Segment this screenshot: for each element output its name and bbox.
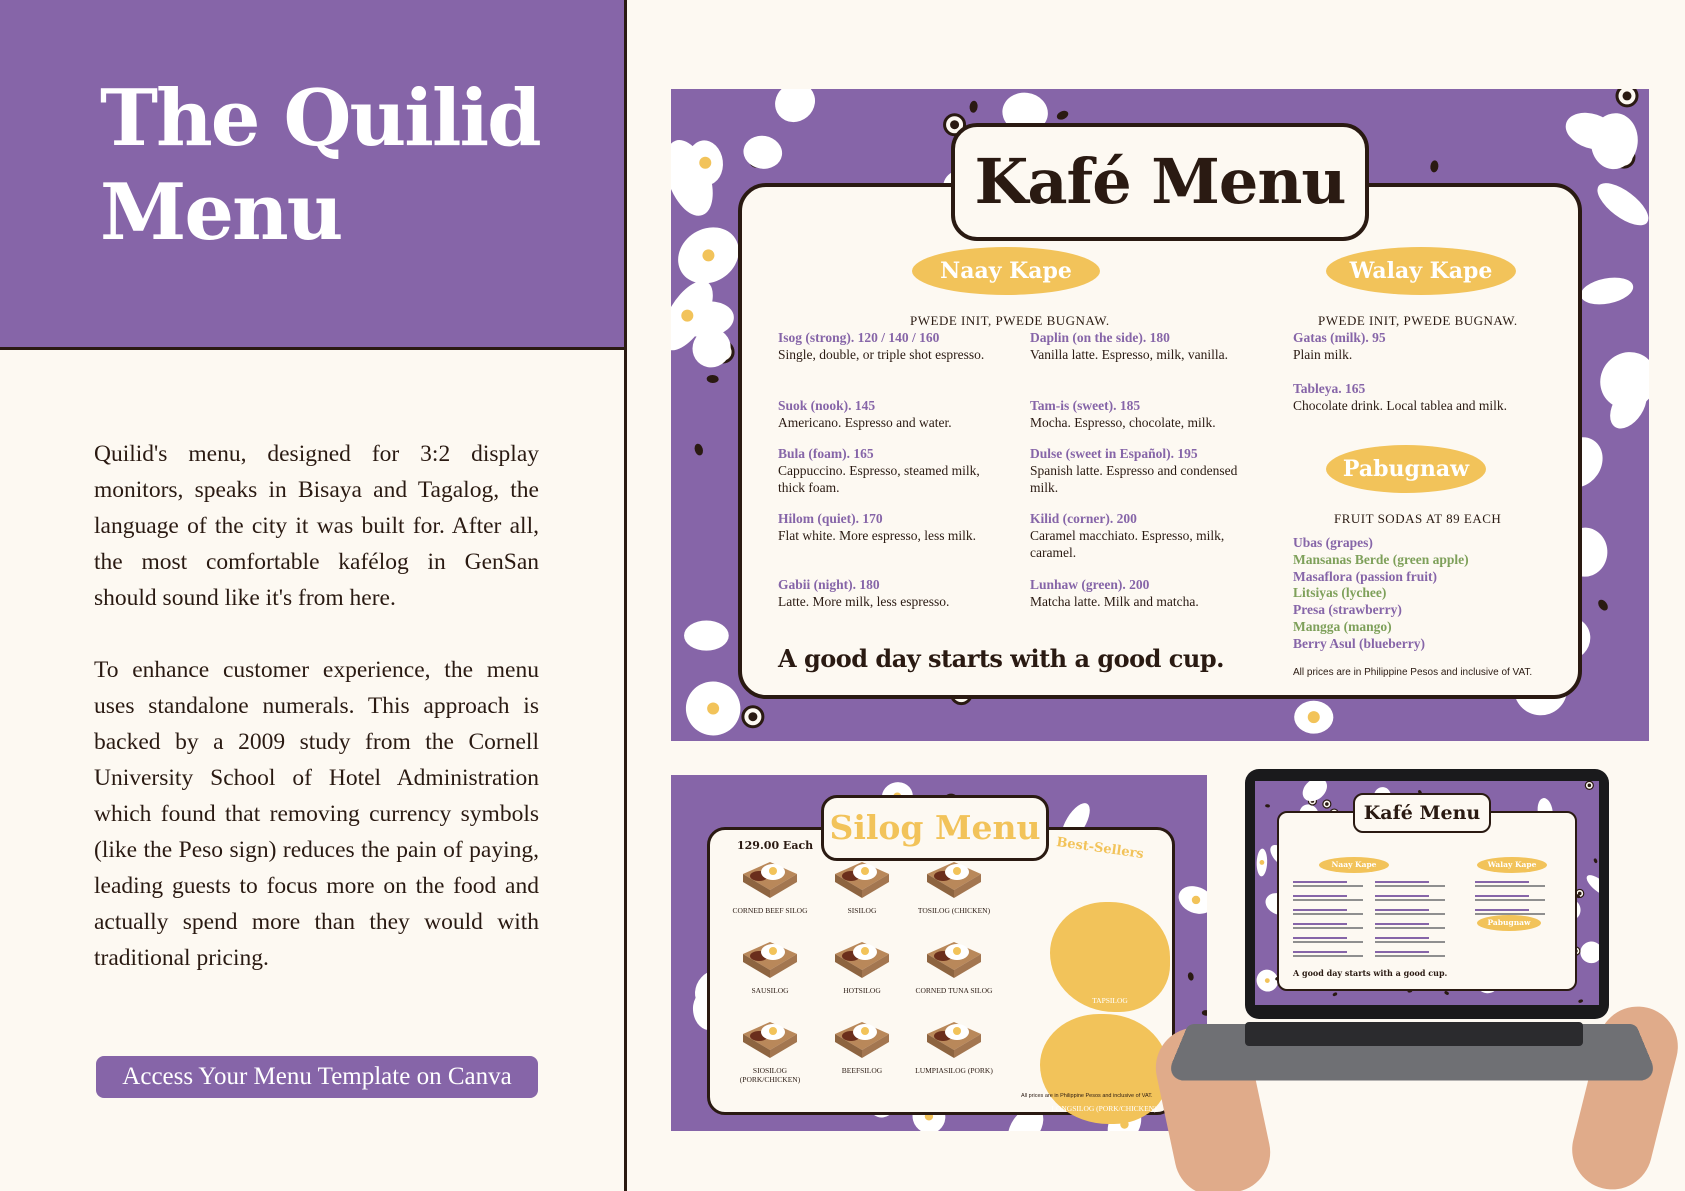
- egg-yolk-shape: [1308, 711, 1320, 723]
- kafe-menu-card: [738, 183, 1582, 699]
- egg-yolk: [769, 867, 777, 875]
- mini-menu-title: Kafé Menu: [1353, 793, 1491, 833]
- food-box-icon: [739, 936, 801, 980]
- silog-dish-name: HOTSILOG: [843, 986, 881, 995]
- menu-item-description: Vanilla latte. Espresso, milk, vanilla.: [1030, 347, 1228, 362]
- mini-text-line: [1375, 885, 1445, 887]
- menu-item: [778, 445, 993, 496]
- menu-item-name: Kilid (corner). 200: [1030, 511, 1137, 526]
- best-sellers-label: Best-Sellers: [1055, 834, 1145, 863]
- egg-yolk: [861, 867, 869, 875]
- mini-text-line: [1375, 895, 1429, 897]
- mini-text-line: [1475, 885, 1545, 887]
- egg-yolk: [861, 1027, 869, 1035]
- soda-item: Ubas (grapes): [1293, 535, 1373, 550]
- silog-dish-name: LUMPIASILOG (PORK): [915, 1066, 993, 1075]
- soda-item: Mangga (mango): [1293, 619, 1392, 634]
- menu-item: [1030, 510, 1245, 561]
- menu-item: [1030, 576, 1245, 610]
- egg-yolk: [769, 1027, 777, 1035]
- silog-dish: [820, 936, 904, 995]
- silog-dish-name: SAUSILOG: [751, 986, 789, 995]
- mini-tagline: A good day starts with a good cup.: [1293, 968, 1448, 978]
- egg-white-shape: [1584, 872, 1599, 900]
- silog-dish-name: TOSILOG (CHICKEN): [917, 906, 991, 915]
- mini-text-line: [1293, 909, 1347, 911]
- silog-dish-name: BEEFSILOG: [841, 1066, 883, 1075]
- coffee-bean-icon: [969, 100, 978, 113]
- silog-dish: [728, 936, 812, 995]
- mini-text-line: [1375, 913, 1445, 915]
- mini-naay-kape-pill: Naay Kape: [1319, 857, 1389, 873]
- intro-paragraph: Quilid's menu, designed for 3:2 display monitors, speaks in Bisaya and Tagalog, the language of the city it was built for. After all, the most comfortable kafélog in GenSan should sound like it's from here.: [94, 441, 539, 611]
- coffee-bean-icon: [693, 443, 704, 457]
- soda-item: Mansanas Berde (green apple): [1293, 551, 1469, 567]
- menu-item-description: Spanish latte. Espresso and condensed milk.: [1030, 463, 1238, 495]
- menu-item-name: Daplin (on the side). 180: [1030, 330, 1170, 345]
- egg-yolk: [861, 947, 869, 955]
- mini-text-line: [1375, 923, 1429, 925]
- menu-item-description: Caramel macchiato. Espresso, milk, caramel.: [1030, 528, 1225, 560]
- egg-yolk-shape: [681, 310, 693, 322]
- silog-dish-name: SIOSILOG (PORK/CHICKEN): [739, 1066, 801, 1084]
- mini-text-line: [1293, 951, 1347, 953]
- mini-text-line: [1293, 927, 1363, 929]
- menu-item-description: Chocolate drink. Local tablea and milk.: [1293, 398, 1508, 413]
- title-block: [0, 0, 626, 350]
- egg-yolk: [953, 867, 961, 875]
- coffee-surface: [1588, 784, 1592, 788]
- column-divider: [624, 0, 627, 1191]
- mini-text-line: [1293, 923, 1347, 925]
- silog-dish-name: SISILOG: [847, 906, 877, 915]
- coffee-bean-icon: [1332, 992, 1338, 997]
- walay-kape-pill: Walay Kape: [1326, 247, 1516, 295]
- egg-yolk-shape: [699, 157, 711, 169]
- coffee-bean-icon: [707, 375, 719, 383]
- menu-item-name: Dulse (sweet in Español). 195: [1030, 446, 1198, 461]
- egg-white-shape: [741, 133, 784, 172]
- silog-menu-title: Silog Menu: [821, 795, 1049, 861]
- menu-item-name: Gabii (night). 180: [778, 577, 880, 592]
- mini-text-line: [1375, 951, 1429, 953]
- menu-item-description: Americano. Espresso and water.: [778, 415, 952, 430]
- egg-yolk-shape: [707, 702, 719, 714]
- kafe-tagline: A good day starts with a good cup.: [778, 644, 1224, 673]
- silog-price-note: All prices are in Philippine Pesos and inclusive of VAT.: [1021, 1093, 1153, 1099]
- mini-text-line: [1475, 881, 1529, 883]
- kafe-menu-preview: [671, 89, 1649, 741]
- canva-template-button[interactable]: Access Your Menu Template on Canva: [96, 1056, 538, 1098]
- menu-item-name: Lunhaw (green). 200: [1030, 577, 1150, 592]
- menu-item-name: Gatas (milk). 95: [1293, 330, 1386, 345]
- pabugnaw-pill: Pabugnaw: [1326, 445, 1486, 493]
- mini-text-line: [1293, 881, 1347, 883]
- menu-item: [1293, 380, 1553, 414]
- soda-item: Litsiyas (lychee): [1293, 585, 1387, 601]
- egg-yolk-shape: [1260, 860, 1265, 865]
- mini-text-line: [1375, 941, 1445, 943]
- mini-text-line: [1375, 909, 1429, 911]
- coffee-surface: [1325, 802, 1329, 806]
- silog-dish: [820, 1016, 904, 1075]
- mini-text-line: [1375, 955, 1445, 957]
- mini-text-line: [1475, 899, 1545, 901]
- pabugnaw-subtitle: FRUIT SODAS AT 89 EACH: [1334, 511, 1502, 526]
- food-box-icon: [831, 856, 893, 900]
- coffee-bean-icon: [1593, 858, 1598, 864]
- page-title: The Quilid Menu: [100, 73, 540, 258]
- coffee-bean-icon: [1578, 999, 1584, 1004]
- menu-item-name: Tam-is (sweet). 185: [1030, 398, 1141, 413]
- silog-dish: [912, 856, 996, 915]
- menu-item-name: Hilom (quiet). 170: [778, 511, 883, 526]
- mini-text-line: [1293, 941, 1363, 943]
- egg-yolk-shape: [1265, 978, 1270, 983]
- silog-dish-name: CORNED TUNA SILOG: [915, 986, 993, 995]
- food-box-icon: [923, 1016, 985, 1060]
- coffee-bean-icon: [1444, 990, 1450, 995]
- menu-item: [1030, 329, 1245, 363]
- naay-kape-subtitle: PWEDE INIT, PWEDE BUGNAW.: [910, 313, 1110, 328]
- menu-item-description: Plain milk.: [1293, 347, 1353, 362]
- mini-text-line: [1293, 955, 1363, 957]
- menu-item-name: Tableya. 165: [1293, 381, 1366, 396]
- egg-white-shape: [1578, 274, 1635, 309]
- mini-text-line: [1375, 899, 1445, 901]
- mini-text-line: [1375, 881, 1429, 883]
- mini-text-line: [1293, 937, 1347, 939]
- soda-item: Berry Asul (blueberry): [1293, 635, 1425, 651]
- mini-text-line: [1293, 913, 1363, 915]
- laptop-screen: [1255, 781, 1599, 1005]
- menu-item: [778, 576, 993, 610]
- mini-text-line: [1293, 895, 1347, 897]
- mini-walay-kape-pill: Walay Kape: [1477, 857, 1547, 873]
- egg-yolk: [953, 1027, 961, 1035]
- silog-menu-preview: [671, 775, 1207, 1131]
- coffee-bean-icon: [1055, 109, 1069, 121]
- silog-price-each: 129.00 Each: [737, 839, 814, 852]
- silog-dish: [820, 856, 904, 915]
- egg-white-shape: [1580, 941, 1599, 964]
- menu-item: [1030, 445, 1245, 496]
- study-paragraph: To enhance customer experience, the menu uses standalone numerals. This approach is backed by a 2009 study from the Cornell University School of Hotel Administration which found that removing currency symbols (like the Peso sign) reduces the pain of paying, leading guests to focus more on the food and actually spend more than they would with traditional pricing.: [94, 657, 539, 971]
- menu-item: [1293, 329, 1553, 363]
- mini-pabugnaw-pill: Pabugnaw: [1477, 915, 1541, 931]
- menu-item: [778, 397, 993, 431]
- menu-item-description: Matcha latte. Milk and matcha.: [1030, 594, 1199, 609]
- menu-item: [778, 329, 993, 363]
- silog-dish-name: CORNED BEEF SILOG: [732, 906, 808, 915]
- menu-item-name: Bula (foam). 165: [778, 446, 874, 461]
- menu-item-name: Isog (strong). 120 / 140 / 160: [778, 330, 940, 345]
- menu-item-description: Mocha. Espresso, chocolate, milk.: [1030, 415, 1216, 430]
- mini-text-line: [1475, 909, 1529, 911]
- mini-menu-card: [1277, 811, 1577, 991]
- egg-yolk: [769, 947, 777, 955]
- coffee-surface: [748, 712, 757, 721]
- best-seller-dish-name: LONGSILOG (PORK/CHICKEN): [1051, 1104, 1157, 1113]
- silog-menu-card: [707, 827, 1175, 1115]
- menu-item: [778, 510, 993, 544]
- egg-yolk-shape: [702, 249, 714, 261]
- food-box-icon: [831, 936, 893, 980]
- kafe-price-note: All prices are in Philippine Pesos and inclusive of VAT.: [1293, 667, 1533, 678]
- laptop-mockup: [1165, 765, 1635, 1191]
- food-box-icon: [739, 1016, 801, 1060]
- soda-item: Presa (strawberry): [1293, 602, 1402, 618]
- egg-white-shape: [767, 89, 823, 130]
- mini-text-line: [1293, 885, 1363, 887]
- mini-text-line: [1293, 899, 1363, 901]
- egg-yolk: [953, 947, 961, 955]
- food-box-icon: [923, 856, 985, 900]
- kafe-menu-title: Kafé Menu: [951, 123, 1369, 241]
- food-box-icon: [739, 856, 801, 900]
- laptop-keyboard: [1245, 1022, 1583, 1046]
- egg-white-shape: [684, 620, 729, 650]
- silog-dish: [912, 936, 996, 995]
- silog-dish: [728, 1016, 812, 1084]
- menu-item-description: Latte. More milk, less espresso.: [778, 594, 950, 609]
- naay-kape-pill: Naay Kape: [912, 247, 1100, 295]
- menu-item-name: Suok (nook). 145: [778, 398, 876, 413]
- menu-item-description: Cappuccino. Espresso, steamed milk, thick foam.: [778, 463, 980, 495]
- coffee-bean-icon: [1265, 804, 1270, 808]
- menu-item: [1030, 397, 1245, 431]
- egg-white-shape: [1591, 175, 1649, 232]
- silog-dish: [912, 1016, 996, 1075]
- menu-item-description: Flat white. More espresso, less milk.: [778, 528, 976, 543]
- mini-text-line: [1375, 927, 1445, 929]
- mini-text-line: [1475, 895, 1529, 897]
- coffee-surface: [950, 120, 959, 129]
- food-box-icon: [923, 936, 985, 980]
- walay-kape-subtitle: PWEDE INIT, PWEDE BUGNAW.: [1318, 313, 1518, 328]
- menu-item-description: Single, double, or triple shot espresso.: [778, 347, 985, 362]
- silog-dish: [728, 856, 812, 915]
- coffee-bean-icon: [1596, 598, 1610, 612]
- coffee-bean-icon: [1430, 160, 1439, 173]
- mini-text-line: [1375, 937, 1429, 939]
- coffee-surface: [1623, 91, 1632, 100]
- mini-text-line: [1475, 913, 1545, 915]
- food-box-icon: [831, 1016, 893, 1060]
- best-seller-dish-name: TAPSILOG: [1092, 996, 1128, 1005]
- soda-item: Masaflora (passion fruit): [1293, 568, 1437, 584]
